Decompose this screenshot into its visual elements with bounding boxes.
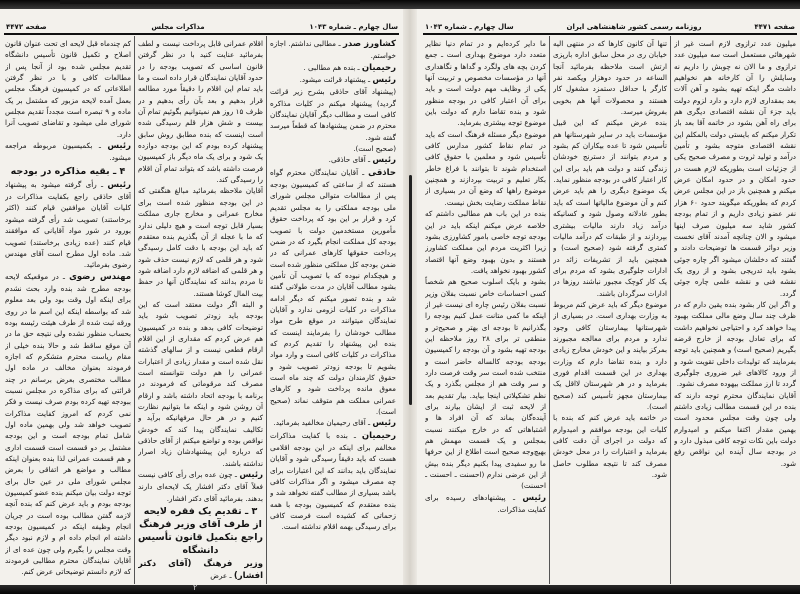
speech-paragraph [5,140,131,164]
speaker-name: وزیر فرهنگ (آقای دکتر افشار) [138,559,263,582]
speech-text: پیشنهاد قرائت میشود. [299,75,366,85]
right-page-issue: سال چهارم ـ شماره ۱۰۴۳ [425,22,514,31]
speaker-name: کشاورز صدر [343,39,396,49]
speech-text: بنده با کفایت مذاکرات مخالفم برای اینکه در این بودجه اقلامی هست که باید دقیقاً رسیدگی شود و آقایان نمایندگان باید بدانند که این اعتبارات برای چه مصرف میشود و اگر مذاکرات کافی باشد بسیاری از مطالب گفته نخواهد شد و بنده معتقدم که کمیسیون بودجه با همه زحماتی که کشیده است فرصت کافی برای رسیدگی بهمه اقلام نداشته است. [270,430,396,532]
dash: ـ [355,62,362,72]
speaker-name: رئیس [372,75,396,86]
body-paragraph: ما دایر کرده‌ایم و در تمام دنیا نظایر متعدد دارد موضوع بهداری است ـ جمع کردن بچه های ولگرد و گداها و نگاهداری آنها در مؤسسات مخصوص و تربیت آنها یکی از وظایف مهم دولت است و باید برای آن اعتبار کافی در بودجه منظور شود و بنده تقاضا دارم که دولت باین موضوع توجه بیشتری بفرماید. [425,39,546,128]
speaker-name: رئیس [107,179,131,190]
speech-paragraph [270,417,396,429]
body-paragraph: (پیشنهاد آقای حاذقی بشرح زیر قرائت گردید) پیشنهاد میکنم در کلیات مذاکره کافی است و مطالب دیگر آقایان نمایندگان محترم در ضمن پیشنهادها که قطعاً میرسد گفته شود. [270,87,396,142]
speech-paragraph [270,167,396,418]
left-page-column-1 [270,38,396,582]
dash: ـ [365,75,373,85]
speech-paragraph [138,558,263,582]
binding-mark [409,175,412,405]
footer-page-number: ۲ [193,583,198,592]
body-paragraph: میلیون عدد ترازوی لازم است غیر از شهرهائی مستعمل است سه میلیون عدد ترازوی و ما الان نه چوبش را داریم نه وسایلش را آن کارخانه هم نخواهیم داشت مگر اینکه تهیه بشود و آهن آلات بعد بمقداری لازم دارد و دارد لزوم دولت باید جزء آن نقشه اقتصادی دیگری هم برای راه آهن بشود در خاتمه آقا بعد باز تکرار میکنم که بایستی دولت بالمکلم این نقشه اقتصادی متوجه بشود و تأمین درآمد و تولید ثروت و مصرف صحیح یکی از جزئیات است بطوریکه لازم هست در حدود امکان و در حدود امکان عرض میکنم و همچنین باز در این مجلس عرض کردم که بطوریکه میگویند حدود ۶۰ هزار نفر عضو زیادی داریم و از تمام بودجه کشور شاید سه میلیون صرف اینها میشود و الان چنانچه آمدند آقای نخست وزیر دوائر قسمت ها توضیحات دادند و گفتند که دخلشان میشود اگر چاره جوئی بشود باید تدریجی بشود و از روی یک نقشه فنی و نقشه علمی چاره جوئی گردد. [674,39,796,298]
dash: ـ [58,271,70,281]
scan-edge-bottom [0,585,800,594]
dash: ـ [227,571,234,581]
speech-text: در موقعیکه لایحه بودجه مطرح شد بنده وارد بحث نشدم برای اینکه اول وقت بود ولی بعد معلوم شد که بواسطه اینکه این اسم ما در روی ورقه ثبت شده از طرف هیئت رئیسه بوده بحساب منظور نشده ولی نتیجه حق ما در آن موقع ساقط شد و حالا بنده خیلی از مقام ریاست محترم متشکرم که اجازه فرمودند بعنوان مخالف در ماده اول مطالب مختصری بعرض برسانم در چند قرائتی که برای مذاکره در مجلس نسبت ببودجه تهیه کرده بودم صرف نیست و فکر نمی کردم که امروز کفایت مذاکرات تصویب خواهد شد ولی بهمین ماده اول شامل تمام بودجه است و این بودجه مشتمل بر دو قسمت است قسمت اداری و هم قسمت عمرانی لذا بنده بعنوان اینکه مطالب و مواضع هر اتفاقی را بعرض مجلس شورای ملی در عین حال برای توجه دولت بیان میکنم بنده عضو کمیسیون بودجه بودم و باید عرض کنم که بنده آنچه لازمه گفتن مطالب بوده است در جریان انجام وظیفه اینکه در کمیسیون بودجه داشته ام انجام داده ام و لازم نبود دیگر وقت مجلس را بگیرم ولی چون عده ای از آقایان نمایندگان محترم مطالبی فرمودند که لازم دانستم توضیحاتی عرض کنم. [5,271,131,577]
section-heading: ۴ ـ بقیه مذاکره در بودجه [10,165,126,177]
speech-text: آقای رحیمیان مخالفید بفرمائید. [273,418,366,428]
speech-text: عرض [210,571,228,581]
dash: ـ [505,492,523,502]
dash: ـ [96,179,108,189]
body-paragraph: یک موضوع دیگری را هم باید عرض کنم و آن موضوع مالیاتها است که باید بطور عادلانه وصول شود و کسانیکه درآمد زیاد دارند مالیات بیشتری بپردازند و از طبقات کم درآمد مالیات کمتری گرفته شود (صحیح است) و همچنین باید از تشریفات زائد در ادارات جلوگیری بشود که مردم برای یک کار کوچک مجبور نباشند روزها در ادارات سرگردان باشند. [553,186,667,298]
dash: ـ [92,141,108,151]
left-page-column-3 [5,38,131,582]
left-page-number: صفحه ۴۴۷۲ [6,22,47,31]
left-page-column-2 [138,38,263,582]
body-paragraph: در خاتمه باید عرض کنم که بنده با کلیات این بودجه موافقم و امیدوارم که دولت در اجرای آن دقت کافی بفرماید و اعتبارات را در محل خودش مصرف کند تا نتیجه مطلوب حاصل شود. [553,413,667,480]
right-page-column-3 [425,38,546,582]
body-paragraph: اقلام عمرانی قابل پرداخت نیست و لطف بفرمائید عنایت کنید با در نظر گرفتن قانون اساسی که تصویب بودجه را در حدود آقایان نمایندگان قرار داده است و ما باید تمام این اقلام را دقیقاً مورد مطالعه قرار بدهیم و بعد بآن رأی بدهیم و در ظرف ۱۵ روز هم نمیتوانیم بگوئیم تمام آن بیست و شش هزار قلم رسیدگی شده است اینست که بنده مطابق روش سابق پیشنهاد کرده بودم که این بودجه دوازده یک شود و برای یک ماه دیگر باز کمیسیون فرصت داشته باشد که بتواند تمام آن اقلام را رسیدگی کند. [138,39,263,185]
scan-edge-top-shadow [60,0,360,4]
body-paragraph: کم چندماه قبل لایحه ای تحت عنوان قانون اصلاح و تکمیل قانون تأسیس دانشگاه تقدیم مجلس شده بود از آنجا پس از مطالعات کافی و با در نظر گرفتن اطلاعاتی که در کمیسیون فرهنگ مجلس بعمل آمده لایحه مزبور که مشتمل بر یک ماده و ۹ تبصره است مجدداً تقدیم مجلس شورای ملی میشود و تقاضای تصویب آنرا دارد. [5,39,131,139]
body-paragraph: آقایان ملاحظه بفرمائید مبالغ هنگفتی که در این بودجه منظور شده است برای مخارج عمرانی و مخارج جاری مملکت بسیار قابل توجه است و هیچ دلیلی ندارد که ما با عجله از آن بگذریم بنده معتقدم که باید این بودجه با دقت کامل رسیدگی شود و هر قلمی که لازم نیست حذف شود و هر قلمی که اضافه لازم دارد اضافه شود تا مردم بدانند که نمایندگان آنها در حفظ بیت المال کوشا هستند. [138,186,263,298]
speech-text: آقای حاذقی. [328,155,366,165]
speech-text: مطالبی نداشتم. اجازه خواستم. [270,39,396,61]
body-paragraph: بنده عرض میکنم که این قبیل مؤسسات باید در سایر شهرستانها هم تأسیس شود تا عده بیکاران کم بشود و مردم بتوانند از دسترنج خودشان زندگی کنند و دولت هم باید برای این کار اعتبار کافی در بودجه منظور نماید. [553,118,667,185]
column-divider [266,36,267,584]
speech-text: پیشنهادهای رسیده برای کفایت مذاکرات. [425,492,546,515]
left-page-header [6,20,398,33]
right-page-column-1 [674,38,796,582]
right-page-number: صفحه ۴۴۷۱ [754,22,795,31]
dash: ـ [347,430,362,440]
speaker-name: رحیمیان [361,430,396,441]
column-divider [549,36,550,584]
dash: ـ [358,167,369,177]
body-paragraph: آقایان نمایندگان محترم توجه دارند که بنده در این قسمت مطالب زیادی داشتم ولی چون وقت مجلس محدود است بهمین مقدار اکتفا میکنم و امیدوارم دولت باین نکات توجه کافی مبذول دارد و در بودجه سال آینده این نواقص رفع شود. [674,390,796,468]
right-header-rule [423,33,797,35]
left-page-issue: سال چهارم ـ شماره ۱۰۴۳ [309,22,398,31]
right-page-header [425,20,795,33]
dash: ـ [365,155,373,165]
body-paragraph: بشود و بایک اسلوب صحیح هم شخصاً کسی احساسات خاص نسبت بفلان وزیر نسبت بفلان رئیس چاره ای نیست غیر از اینکه ما کمی متانت عمل کنیم بودجه را بگذرانیم تا بودجه ای بهتر و صحیح‌تر و منطقی تر برای ۲۸ روز ملاحظه این بودجه تهیه بشود و آن بودجه را کمیسیون بودجه بودجه کالساله حاضر است و منتخب شده است سر وقت فرصت دارد و سر وقت هم از مجلس بگذرد و یک نظم تشکیلاتی اینجا بیاید. بیار تقدیم بعد از لایحه ثبت از ایشان بیارند برای آینده‌گان بماند که آن افراد ها و اشتباهاتی که در خارج میکنند نسبت بمجلس و یک قسمت مهمش هم بهیچ‌وجه صحیح است اطلاع از این حرفها ما رو سفیدی پیدا بکنیم دیگر بنده بیش از این عرضی ندارم (احسنت ـ احسنت ـ احسنت) [425,277,546,491]
speech-paragraph [270,74,396,86]
dash: ـ [232,470,240,480]
column-divider [670,36,671,584]
speech-paragraph [5,271,131,578]
speaker-name: رئیس [522,492,546,503]
speaker-name: رئیس [372,155,396,166]
body-paragraph: موضوع دیگر که باید عرض کنم مربوط به وزارت بهداری است. در بسیاری از شهرستانها بیمارستان کافی وجود ندارد و مردم برای معالجه مجبورند بمرکز بیایند و این خودش مخارج زیادی دارد و بنده تقاضا دارم که وزارت بهداری در این قسمت اقدام فوری بفرماید و در هر شهرستان لااقل یک بیمارستان مجهز تأسیس کند (صحیح است). [553,299,667,411]
speech-paragraph [5,179,131,271]
body-paragraph: بنده در این باب هم مطالبی داشتم که خلاصه عرض میکنم اینکه باید در این بودجه توجه خاصی بامور کشاورزی بشود زیرا اکثریت مردم این مملکت کشاورز هستند و بدون بهبود وضع آنها اقتصاد کشور بهبود نخواهد یافت. [425,209,546,275]
speaker-name: رحیمیان [361,62,396,73]
speaker-name: حاذقی [368,167,396,178]
speaker-name: رئیس [107,141,131,152]
speech-text: بکمیسیون مربوطه مراجعه میشود. [5,141,131,163]
speech-paragraph [270,38,396,62]
dash: ـ [365,418,373,428]
speech-text: بنده هم مطالبی . [303,62,356,72]
dash: ـ [336,39,344,48]
column-divider [134,36,135,584]
section-heading: ۳ ـ تقدیم یک فقره لایحه از طرف آقای وزیر فرهنگ راجع بتکمیل قانون تأسیس دانشگاه [138,506,263,557]
left-page-section: مذاکرات مجلس [151,22,205,31]
body-paragraph: و اگر این کار بشود بنده یقین دارم که در ظرف چند سال وضع مالی مملکت بهبود پیدا خواهد کرد و احتیاجی نخواهیم داشت که برای تعادل بودجه از خارج قرضه بگیریم (صحیح است) و همچنین باید توجه بفرمایند که تولیدات داخلی تقویت شود و از ورود کالاهای غیر ضروری جلوگیری گردد تا ارز مملکت بیهوده مصرف نشود. [674,299,796,389]
speech-paragraph [270,154,396,166]
right-page-column-2 [553,38,667,582]
speech-text: چون عده برای رأی کافی نیست فعلاً آقای دکتر افشار یک لایحه‌ای دارند بدهند. بفرمائید آقای دکتر افشار. [138,470,263,503]
speaker-name: رئیس [239,470,263,481]
speech-paragraph [425,492,546,516]
left-header-rule [4,33,399,35]
speech-paragraph [138,469,263,504]
speech-text: آقایان نمایندگان محترم گواه هستند که از ساعتی که کمیسیون بودجه پس از مطالعات متوالی مجلس شورای ملی بودجه مملکتی را به مجلس تقدیم کرد و قرار بر این بود که پرداخت حقوق مأمورین مستخدمین دولت با تصویب بودجه کل مملکت انجام بگیرد که در ضمن پرداخت حقوقها کارهای عمرانی که در ضمن بودجه کل مملکتی منظور شده است و هیچکدام نبوده که با تصویب آن تأمین بشود مطالب آقایان در مدت طولانی گفته شد و بنده تصور میکنم که دیگر ادامه مذاکرات در کلیات لزومی ندارد و آقایان نمایندگان میتوانند در موقع طرح مواد مطالب خودشان را بفرمایند اینست که بنده این پیشنهاد را تقدیم کردم که مذاکرات در کلیات کافی است و وارد مواد بشویم تا بودجه زودتر تصویب شود و حقوق کارمندان دولت که چند ماه است معوق مانده پرداخت شود و کارهای عمرانی مملکت هم متوقف نماند (صحیح است). [270,167,396,416]
body-paragraph: موضوع دیگر مسئله فرهنگ است که باید در تمام نقاط کشور مدارس کافی تأسیس شود و معلمین با حقوق کافی استخدام شوند تا بتوانند با فراغ خاطر بکار تعلیم و تربیت بپردازند و همچنین موضوع راهها که وضع آن در بسیاری از نقاط مملکت رضایت بخش نیست. [425,129,546,207]
speech-paragraph [270,430,396,533]
speaker-name: رئیس [372,418,396,429]
speech-paragraph [270,62,396,74]
body-paragraph: و البته اگر دولت معتقد است که این بودجه باید زودتر تصویب شود باید توضیحات کافی بدهد و بنده در کمیسیون هم عرض کردم که مقداری از این اقلام ارقام قطعی نیست و از سالهای گذشته نقل شده است و مقدار زیادی از اعتبارات عمرانی را هم دولت نتوانسته است مصرف کند مرقوماتی که فرمودند در برنامه با بودجه اتحاد داشته باشد و ارقام آن روشن شود و اینکه ما بتوانیم نظارت کنیم و در هر حال مرفهانیکه برآید و تکالیف نمایندگان پیدا کند که خودش نواقص بوده و تواضع میکنم از آقای حاذقی که درباره این پیشنهادشان زیاد اصرار نداشته باشند. [138,299,263,468]
right-page-section: روزنامه رسمی کشور شاهنشاهی ایران [566,22,702,31]
speaker-name: مهندس رضوی [69,271,131,282]
body-paragraph: (صحیح است). [353,144,396,154]
speech-text: رأی گرفته میشود به پیشنهاد آقای حاذقی راجع بکفایت مذاکرات در کلیات آقایان موافقین قیام کنند (اکثر برخاستند) تصویب شد رأی گرفته میشود بورود در شور مواد آقایانی که موافقند قیام کنند (عده زیادی برخاستند) تصویب شد. ماده اول مطرح است آقای مهندس رضوی بفرمائید. [5,179,131,270]
body-paragraph: تنها آن کانون کارها که در منتهی الیه خیابان ری در محل سابق اداره بارپزی ارتش است ملاحظه بفرمائید آنجا الساعه در حدود دوهزار ویکصد نفر کارگر با حداقل دستمزد مشغول کار هستند و محصولات آنها هم بخوبی بفروش میرسد. [553,39,667,117]
